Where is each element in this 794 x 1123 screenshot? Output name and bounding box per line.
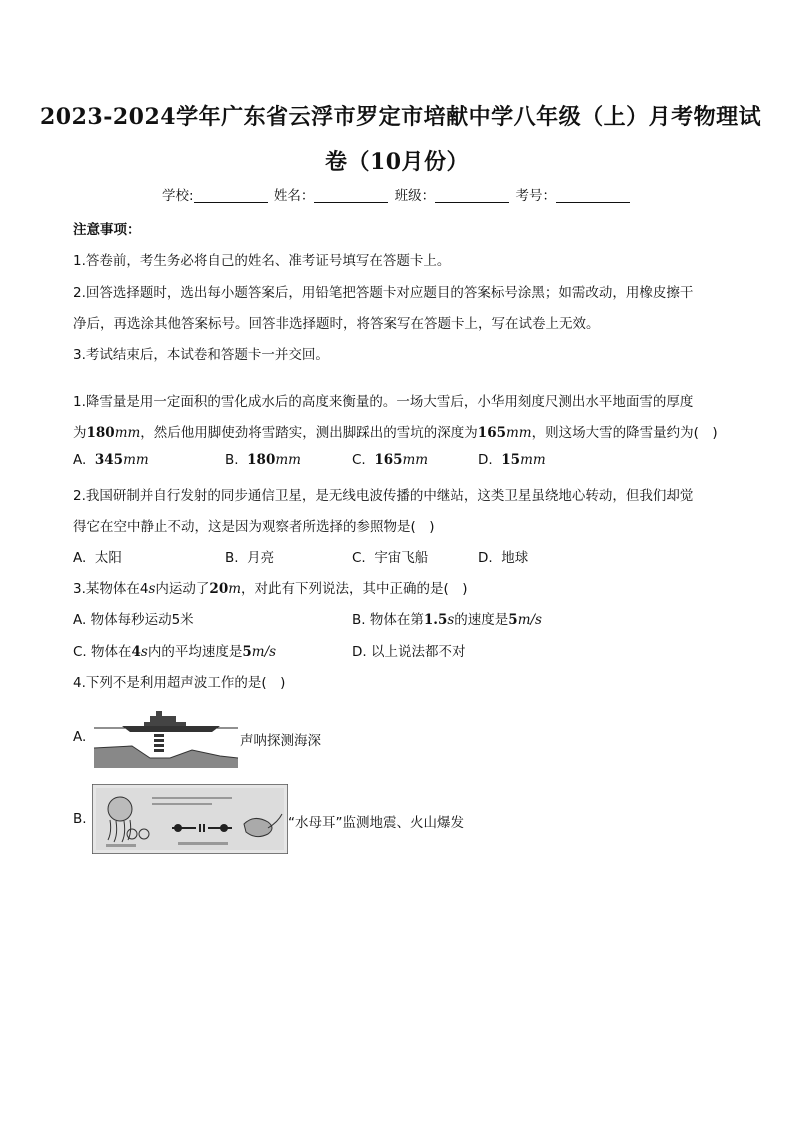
option-value: 180 bbox=[247, 452, 276, 468]
q2-option-d[interactable] bbox=[478, 546, 528, 566]
option-value: 4 bbox=[131, 644, 141, 660]
option-letter: D. bbox=[478, 452, 493, 468]
q1-text-b: ，然后他用脚使劲将雪踏实，测出脚踩出的雪坑的深度为 bbox=[140, 425, 478, 441]
notice-item-2-cont: 净后，再选涂其他答案标号。回答非选择题时，将答案写在答题卡上，写在试卷上无效。 bbox=[73, 316, 600, 332]
q3-text-a: 3.某物体在4 bbox=[73, 581, 149, 597]
q3-option-c[interactable] bbox=[73, 640, 276, 660]
q1-unit-2: mm bbox=[505, 425, 532, 441]
option-letter: C. bbox=[352, 550, 366, 566]
q4-option-b-letter[interactable]: B. bbox=[73, 811, 87, 827]
q1-stem-line1: 1.降雪量是用一定面积的雪化成水后的高度来衡量的。一场大雪后，小华用刻度尺测出水平地面雪的厚度 bbox=[73, 394, 694, 410]
q3-text-c: ，对此有下列说法，其中正确的是( ) bbox=[241, 581, 468, 597]
option-unit: m/s bbox=[251, 644, 277, 660]
q1-option-b[interactable] bbox=[225, 452, 301, 468]
q3-unit-m: m bbox=[228, 581, 242, 597]
option-text: 地球 bbox=[501, 550, 529, 566]
option-unit: mm bbox=[275, 452, 301, 468]
q1-option-d[interactable] bbox=[478, 452, 546, 468]
option-unit: m/s bbox=[517, 612, 542, 628]
q4-option-a-letter[interactable]: A. bbox=[73, 729, 87, 745]
q3-stem bbox=[73, 577, 468, 597]
q1-text-c: ，则这场大雪的降雪量约为( ) bbox=[531, 425, 718, 441]
option-letter: B. bbox=[225, 452, 239, 468]
q3-value-20: 20 bbox=[209, 581, 229, 597]
option-unit: s bbox=[140, 644, 148, 660]
option-letter: A. bbox=[73, 452, 87, 468]
school-blank[interactable] bbox=[194, 188, 268, 203]
q1-option-c[interactable] bbox=[352, 452, 428, 468]
q1-option-a[interactable] bbox=[73, 452, 149, 468]
notice-item-1: 1.答卷前，考生务必将自己的姓名、准考证号填写在答题卡上。 bbox=[73, 253, 451, 269]
q2-option-b[interactable] bbox=[225, 546, 274, 566]
q1-stem-line2 bbox=[73, 421, 718, 441]
q1-unit-1: mm bbox=[114, 425, 141, 441]
exam-title-line2: 卷（10月份） bbox=[324, 149, 470, 175]
q1-value-180: 180 bbox=[86, 425, 115, 441]
option-letter: C. bbox=[352, 452, 366, 468]
jellyfish-ear-image bbox=[92, 784, 288, 854]
q3-option-b[interactable] bbox=[352, 608, 542, 628]
option-letter: B. bbox=[225, 550, 239, 566]
option-value: 345 bbox=[94, 452, 124, 468]
exam-number-blank[interactable] bbox=[556, 188, 630, 203]
q1-value-165: 165 bbox=[477, 425, 506, 441]
class-label: 班级： bbox=[394, 188, 436, 204]
notice-heading: 注意事项： bbox=[73, 222, 141, 238]
student-info-row bbox=[0, 184, 794, 204]
exam-number-label: 考号： bbox=[515, 188, 556, 204]
option-text: 月亮 bbox=[247, 550, 275, 566]
option-text: 内的平均速度是 bbox=[147, 644, 243, 660]
option-value: 15 bbox=[501, 452, 521, 468]
q3-unit-s: s bbox=[148, 581, 156, 597]
option-text: C. 物体在 bbox=[73, 644, 132, 660]
q2-stem-line1: 2.我国研制并自行发射的同步通信卫星，是无线电波传播的中继站，这类卫星虽绕地心转动，但我们却觉 bbox=[73, 488, 694, 504]
option-value: 165 bbox=[374, 452, 403, 468]
q2-option-a[interactable] bbox=[73, 546, 122, 566]
option-value: 5 bbox=[508, 612, 518, 628]
option-value: 1.5 bbox=[423, 612, 448, 628]
name-label: 姓名： bbox=[273, 188, 315, 204]
q3-option-d[interactable]: D. 以上说法都不对 bbox=[352, 644, 466, 660]
option-letter: D. bbox=[478, 550, 493, 566]
option-unit: mm bbox=[520, 452, 546, 468]
q2-stem-line2: 得它在空中静止不动，这是因为观察者所选择的参照物是( ) bbox=[73, 519, 435, 535]
option-unit: mm bbox=[123, 452, 149, 468]
option-text: 宇宙飞船 bbox=[374, 550, 429, 566]
q3-text-b: 内运动了 bbox=[155, 581, 210, 597]
class-blank[interactable] bbox=[435, 188, 509, 203]
option-text: 太阳 bbox=[94, 550, 122, 566]
option-text: B. 物体在第 bbox=[352, 612, 424, 628]
q3-option-a[interactable]: A. 物体每秒运动5米 bbox=[73, 612, 194, 628]
q4-option-b-caption: “水母耳”监测地震、火山爆发 bbox=[288, 815, 464, 831]
q4-option-a-caption: 声呐探测海深 bbox=[240, 733, 321, 749]
school-label: 学校: bbox=[162, 188, 194, 204]
option-text: 的速度是 bbox=[454, 612, 509, 628]
option-value: 5 bbox=[242, 644, 252, 660]
q2-option-c[interactable] bbox=[352, 546, 428, 566]
option-unit: s bbox=[447, 612, 455, 628]
name-blank[interactable] bbox=[314, 188, 388, 203]
option-unit: mm bbox=[402, 452, 429, 468]
q4-stem: 4.下列不是利用超声波工作的是( ) bbox=[73, 675, 286, 691]
q1-text-a: 为 bbox=[73, 425, 87, 441]
notice-item-3: 3.考试结束后，本试卷和答题卡一并交回。 bbox=[73, 347, 329, 363]
exam-title-line1: 2023-2024学年广东省云浮市罗定市培献中学八年级（上）月考物理试 bbox=[40, 104, 762, 130]
sonar-ship-image bbox=[92, 700, 240, 768]
option-letter: A. bbox=[73, 550, 87, 566]
notice-item-2: 2.回答选择题时，选出每小题答案后，用铅笔把答题卡对应题目的答案标号涂黑；如需改动，用橡皮擦干 bbox=[73, 285, 694, 301]
